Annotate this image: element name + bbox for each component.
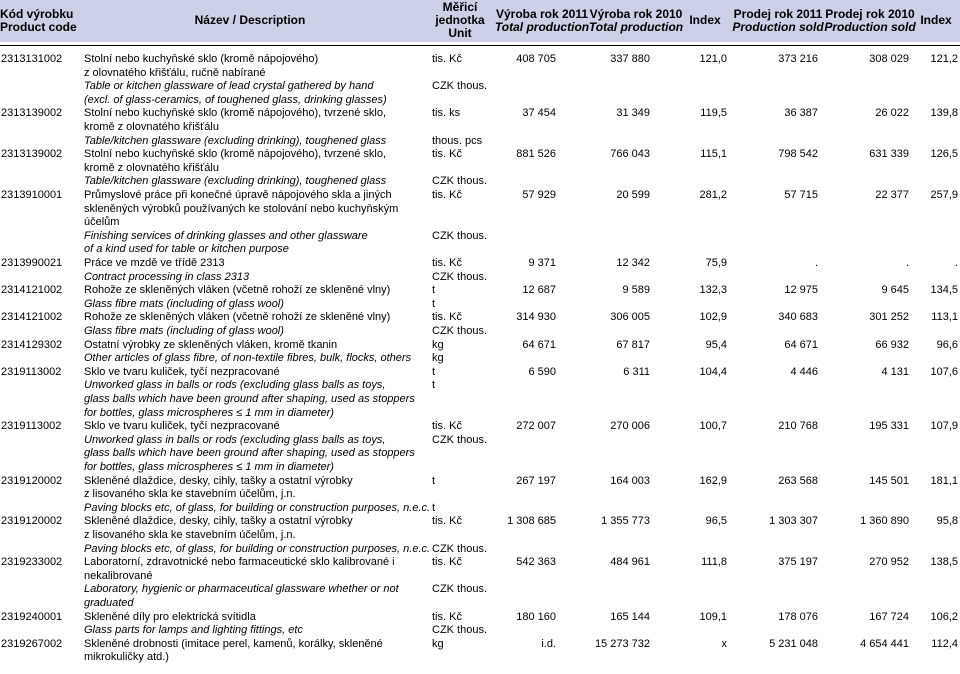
unit: CZK thous.	[432, 229, 488, 242]
product-code: 2314121002	[1, 311, 63, 324]
value-index-1: 109,1	[699, 610, 727, 623]
value-index-1: 132,3	[699, 284, 727, 297]
value-sold-2011: 64 671	[784, 338, 818, 351]
value-index-1: 104,4	[699, 365, 727, 378]
product-code: 2313131002	[1, 53, 63, 65]
description-cz: Rohože ze skleněných vláken (včetně rohoží ze skleněné vlny)	[84, 311, 391, 324]
value-sold-2010: 145 501	[869, 474, 909, 487]
unit: t	[432, 379, 436, 392]
value-index-1: 115,1	[700, 148, 727, 161]
description-en: glass balls which have been ground after shaping, used as stoppers	[84, 447, 415, 460]
unit: tis. Kč	[432, 311, 462, 324]
value-sold-2010: 301 252	[869, 311, 909, 324]
description-en: of a kind used for table or kitchen purpose	[84, 243, 289, 256]
unit: tis. Kč	[432, 515, 462, 528]
unit: tis. Kč	[432, 148, 462, 161]
value-index-1: 95,4	[705, 338, 727, 351]
header-sold-2011	[728, 8, 828, 34]
unit: CZK thous.	[432, 270, 488, 283]
value-production-2010: 31 349	[616, 107, 650, 120]
unit: tis. Kč	[432, 610, 462, 623]
header-product-code	[0, 8, 80, 34]
value-index-2: 139,8	[930, 107, 958, 120]
value-sold-2010: 4 654 441	[860, 637, 909, 650]
value-index-2: 138,5	[930, 556, 958, 569]
value-index-2: 257,9	[930, 189, 958, 201]
description-cz: z lisovaného skla ke stavebním účelům, j.n.	[84, 488, 296, 501]
description-en: for bottles, glass microspheres ≤ 1 mm in diameter)	[84, 406, 334, 419]
description-en: graduated	[84, 597, 134, 609]
header-product-code-cz: Kód výrobku	[0, 7, 74, 21]
description-cz: z olovnatého křišťálu, ručně nabírané	[84, 66, 266, 79]
value-production-2010: 20 599	[616, 189, 650, 201]
description-en: Paving blocks etc, of glass, for building or construction purposes, n.e.c.	[84, 542, 431, 555]
value-production-2011: 37 454	[522, 107, 556, 120]
description-en: Unworked glass in balls or rods (excluding glass balls as toys,	[84, 433, 386, 446]
value-production-2011: 408 705	[516, 53, 556, 65]
value-sold-2011: 5 231 048	[769, 637, 818, 650]
header-unit	[425, 1, 495, 40]
value-sold-2010: 270 952	[869, 556, 909, 569]
value-index-1: 102,9	[699, 311, 727, 324]
value-sold-2011: 57 715	[784, 189, 818, 201]
header-production-2011	[492, 8, 592, 34]
product-code: 2319233002	[1, 556, 63, 569]
value-index-2: 181,1	[930, 474, 958, 487]
value-index-2: 113,1	[931, 311, 958, 324]
description-cz: Průmyslové práce při konečné úpravě nápojového skla a jiných	[84, 189, 392, 201]
description-en: Table or kitchen glassware of lead crystal gathered by hand	[84, 80, 374, 93]
description-cz: kromě z olovnatého křišťálu	[84, 121, 219, 133]
value-sold-2011: 375 197	[778, 556, 818, 569]
header-production-2011-cz: Výroba rok 2011	[495, 7, 589, 21]
unit: t	[432, 365, 436, 378]
product-code: 2314121002	[1, 284, 63, 297]
description-cz: kromě z olovnatého křišťálu	[84, 161, 219, 174]
value-index-2: 121,2	[930, 53, 958, 65]
description-en: for bottles, glass microspheres ≤ 1 mm in diameter)	[84, 461, 334, 473]
unit: t	[432, 474, 436, 487]
value-production-2011: 12 687	[522, 284, 556, 297]
value-production-2010: 1 355 773	[601, 515, 650, 528]
product-code: 2319113002	[1, 365, 62, 378]
value-index-2: 126,5	[930, 148, 958, 161]
description-cz: mikrokuličky atd.)	[84, 651, 169, 664]
value-sold-2010: 4 131	[881, 365, 909, 378]
value-production-2011: 57 929	[522, 189, 556, 201]
header-sold-2011-cz: Prodej rok 2011	[733, 7, 823, 21]
product-code: 2313139002	[1, 107, 63, 120]
unit: kg	[432, 637, 444, 650]
product-code: 2319113002	[1, 420, 62, 433]
product-code: 2319240001	[1, 610, 63, 623]
value-index-1: 281,2	[699, 189, 727, 201]
value-index-1: 121,0	[699, 53, 727, 65]
value-index-1: 162,9	[699, 474, 727, 487]
value-production-2010: 15 273 732	[594, 637, 650, 650]
value-sold-2011: 798 542	[778, 148, 818, 161]
product-code: 2319120002	[1, 474, 63, 487]
value-production-2010: 164 003	[610, 474, 650, 487]
value-production-2010: 306 005	[610, 311, 650, 324]
description-cz: Stolní nebo kuchyňské sklo (kromě nápojového), tvrzené sklo,	[84, 107, 387, 120]
value-index-2: 134,5	[930, 284, 958, 297]
unit: CZK thous.	[432, 175, 488, 188]
header-index-2-label: Index	[920, 13, 952, 27]
description-cz: Stolní nebo kuchyňské sklo (kromě nápojového)	[84, 53, 319, 65]
unit: tis. Kč	[432, 189, 462, 201]
value-index-1: 75,9	[705, 257, 727, 269]
header-production-2010-en: Total production	[588, 20, 684, 34]
description-cz: Ostatní výrobky ze skleněných vláken, kromě tkanin	[84, 338, 338, 351]
header-sold-2010-cz: Prodej rok 2010	[825, 7, 915, 21]
unit: t	[432, 297, 436, 310]
value-production-2011: 314 930	[516, 311, 556, 324]
value-sold-2011: 373 216	[778, 53, 818, 65]
unit: tis. Kč	[432, 257, 462, 269]
description-en: (excl. of glass-ceramics, of toughened glass, drinking glasses)	[84, 93, 387, 106]
header-sold-2010-en: Production sold	[824, 20, 916, 34]
unit: CZK thous.	[432, 325, 488, 337]
description-cz: Skleněné dlaždice, desky, cihly, tašky a ostatní výrobky	[84, 515, 353, 528]
value-index-2: 96,6	[936, 338, 958, 351]
value-index-1: 119,5	[700, 107, 727, 120]
unit: kg	[432, 352, 444, 365]
value-index-2: .	[954, 257, 958, 269]
unit: thous. pcs	[432, 134, 483, 147]
value-sold-2011: 1 303 307	[769, 515, 818, 528]
description-cz: Sklo ve tvaru kuliček, tyčí nezpracované	[84, 420, 280, 433]
value-production-2010: 12 342	[616, 257, 650, 269]
description-cz: Laboratorní, zdravotnické nebo farmaceutické sklo kalibrované i	[84, 556, 395, 569]
product-code: 2319120002	[1, 515, 63, 528]
header-sold-2010	[820, 8, 920, 34]
value-production-2011: i.d.	[541, 637, 556, 650]
value-sold-2010: 1 360 890	[860, 515, 909, 528]
value-production-2010: 766 043	[610, 148, 650, 161]
unit: CZK thous.	[432, 583, 488, 596]
value-sold-2010: 9 645	[881, 284, 909, 297]
product-code: 2313910001	[1, 189, 63, 201]
value-sold-2010: 26 022	[875, 107, 909, 120]
value-index-2: 106,2	[930, 610, 958, 623]
header-index-2	[912, 14, 960, 27]
product-code: 2314129302	[1, 338, 63, 351]
value-sold-2011: .	[814, 257, 818, 269]
value-production-2010: 337 880	[610, 53, 650, 65]
header-index-1	[680, 14, 730, 27]
description-cz: skleněných výrobků používaných ke stolování nebo kuchyňským	[84, 202, 399, 215]
description-en: Glass fibre mats (including of glass wool)	[84, 325, 284, 337]
header-product-code-en: Product code	[0, 20, 77, 34]
value-index-2: 107,9	[930, 420, 958, 433]
value-sold-2011: 263 568	[778, 474, 818, 487]
value-index-2: 107,6	[930, 365, 958, 378]
value-production-2010: 9 589	[622, 284, 650, 297]
value-production-2011: 542 363	[516, 556, 556, 569]
header-index-1-label: Index	[689, 13, 721, 27]
table-header	[0, 0, 960, 42]
value-index-1: x	[721, 637, 727, 650]
value-sold-2010: 66 932	[875, 338, 909, 351]
value-index-1: 111,8	[701, 556, 727, 569]
value-production-2010: 165 144	[610, 610, 650, 623]
value-production-2010: 484 961	[610, 556, 650, 569]
description-cz: nekalibrované	[84, 569, 153, 582]
unit: tis. Kč	[432, 420, 462, 433]
description-cz: Práce ve mzdě ve třídě 2313	[84, 257, 225, 269]
value-sold-2011: 210 768	[778, 420, 818, 433]
description-en: Unworked glass in balls or rods (excluding glass balls as toys,	[84, 379, 386, 392]
value-sold-2010: 308 029	[869, 53, 909, 65]
header-sold-2011-en: Production sold	[732, 20, 824, 34]
header-description-label: Název / Description	[194, 13, 306, 27]
header-unit-cz2: jednotka	[435, 13, 485, 27]
value-index-2: 95,8	[936, 515, 958, 528]
description-en: Table/kitchen glassware (excluding drinking), toughened glass	[84, 175, 387, 188]
value-production-2010: 6 311	[623, 365, 650, 378]
description-en: Other articles of glass fibre, of non-textile fibres, bulk, flocks, others	[84, 352, 412, 365]
value-sold-2010: 22 377	[875, 189, 909, 201]
description-en: Glass fibre mats (including of glass wool)	[84, 297, 284, 310]
value-index-2: 112,4	[931, 637, 958, 650]
description-cz: účelům	[84, 216, 120, 229]
value-sold-2010: 167 724	[869, 610, 909, 623]
unit: t	[432, 501, 436, 514]
description-cz: Stolní nebo kuchyňské sklo (kromě nápojového), tvrzené sklo,	[84, 148, 387, 161]
unit: tis. ks	[432, 107, 461, 120]
value-sold-2010: .	[905, 257, 909, 269]
description-en: Contract processing in class 2313	[84, 270, 250, 283]
description-cz: Skleněné dlaždice, desky, cihly, tašky a ostatní výrobky	[84, 474, 353, 487]
header-production-2010-cz: Výroba rok 2010	[589, 7, 683, 21]
description-cz: Sklo ve tvaru kuliček, tyčí nezpracované	[84, 365, 280, 378]
description-cz: Skleněné drobnosti (imitace perel, kamenů, korálky, skleněné	[84, 637, 383, 650]
value-sold-2010: 195 331	[869, 420, 909, 433]
description-en: Laboratory, hygienic or pharmaceutical glassware whether or not	[84, 583, 399, 596]
unit: tis. Kč	[432, 556, 462, 569]
value-index-1: 100,7	[699, 420, 727, 433]
product-code: 2313990021	[1, 257, 63, 269]
description-cz: z lisovaného skla ke stavebním účelům, j.n.	[84, 529, 296, 541]
unit: CZK thous.	[432, 80, 488, 93]
description-en: glass balls which have been ground after shaping, used as stoppers	[84, 393, 415, 405]
value-sold-2011: 36 387	[784, 107, 818, 120]
description-en: Table/kitchen glassware (excluding drinking), toughened glass	[84, 134, 387, 147]
header-rule	[0, 45, 960, 46]
value-production-2011: 6 590	[528, 365, 556, 378]
description-en: Glass parts for lamps and lighting fittings, etc	[84, 624, 303, 637]
product-code: 2313139002	[1, 148, 63, 161]
value-production-2011: 9 371	[528, 257, 556, 269]
value-production-2011: 272 007	[516, 420, 556, 433]
header-unit-en: Unit	[448, 26, 472, 40]
value-index-1: 96,5	[705, 515, 727, 528]
description-en: Paving blocks etc, of glass, for building or construction purposes, n.e.c.	[84, 501, 431, 514]
value-sold-2011: 4 446	[790, 365, 818, 378]
value-production-2011: 881 526	[516, 148, 556, 161]
unit: t	[432, 284, 436, 297]
value-sold-2011: 340 683	[778, 311, 818, 324]
description-cz: Rohože ze skleněných vláken (včetně rohoží ze skleněné vlny)	[84, 284, 391, 297]
value-sold-2011: 12 975	[784, 284, 818, 297]
value-production-2010: 67 817	[616, 338, 650, 351]
unit: CZK thous.	[432, 542, 488, 555]
value-production-2011: 64 671	[522, 338, 556, 351]
description-cz: Skleněné díly pro elektrická svítidla	[84, 610, 256, 623]
product-code: 2319267002	[1, 637, 63, 650]
header-unit-cz1: Měřicí	[442, 0, 478, 14]
unit: kg	[432, 338, 444, 351]
value-production-2011: 267 197	[516, 474, 556, 487]
header-production-2010	[586, 8, 686, 34]
value-sold-2010: 631 339	[869, 148, 909, 161]
value-production-2010: 270 006	[610, 420, 650, 433]
header-production-2011-en: Total production	[494, 20, 590, 34]
value-production-2011: 180 160	[516, 610, 556, 623]
unit: CZK thous.	[432, 433, 488, 446]
header-description	[150, 14, 350, 27]
unit: tis. Kč	[432, 53, 462, 65]
value-sold-2011: 178 076	[778, 610, 818, 623]
unit: CZK thous.	[432, 624, 488, 637]
description-en: Finishing services of drinking glasses and other glassware	[84, 229, 368, 242]
value-production-2011: 1 308 685	[507, 515, 556, 528]
